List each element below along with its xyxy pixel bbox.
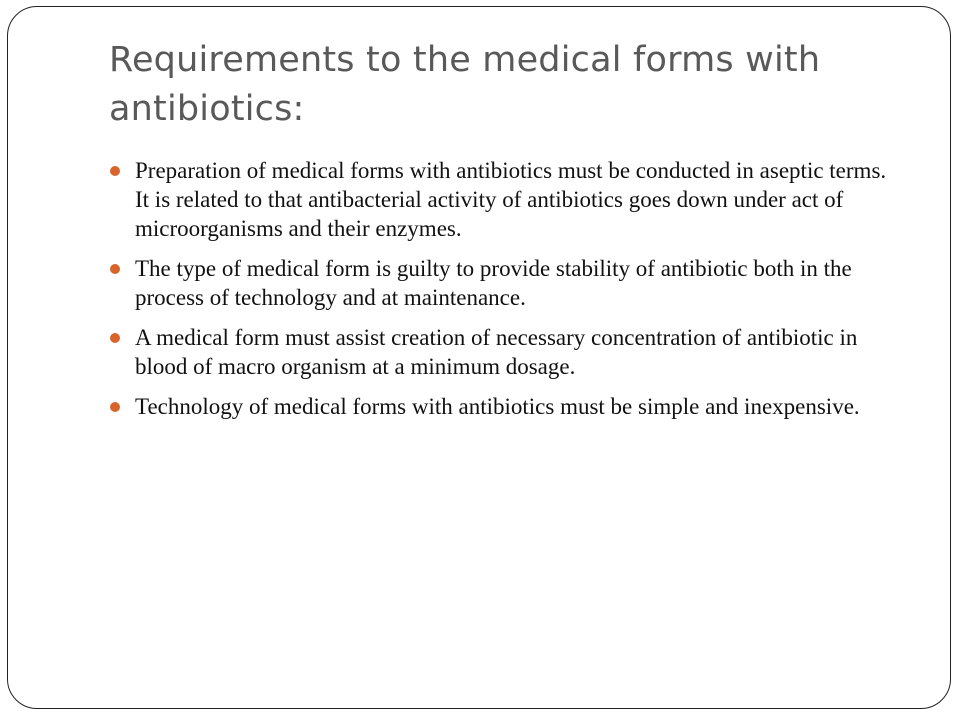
bullet-dot-icon (110, 264, 120, 274)
bullet-item (110, 392, 900, 421)
bullet-item (110, 323, 900, 381)
bullet-list (110, 156, 900, 432)
bullet-item (110, 254, 900, 312)
bullet-item (110, 156, 900, 243)
slide-title: Requirements to the medical forms with antibiotics: (109, 40, 821, 129)
bullet-text: The type of medical form is guilty to provide stability of antibiotic both in the process of technology and at maintenance. (135, 256, 852, 310)
bullet-text: A medical form must assist creation of necessary concentration of antibiotic in blood of macro organism at a minimum dosage. (135, 325, 858, 379)
bullet-text: Preparation of medical forms with antibiotics must be conducted in aseptic terms. It is related to that antibacterial activity of antibiotics goes down under act of microorganisms and their enzymes. (135, 158, 887, 241)
bullet-dot-icon (110, 333, 120, 343)
bullet-dot-icon (110, 166, 120, 176)
bullet-dot-icon (110, 402, 120, 412)
bullet-text: Technology of medical forms with antibiotics must be simple and inexpensive. (135, 394, 860, 419)
